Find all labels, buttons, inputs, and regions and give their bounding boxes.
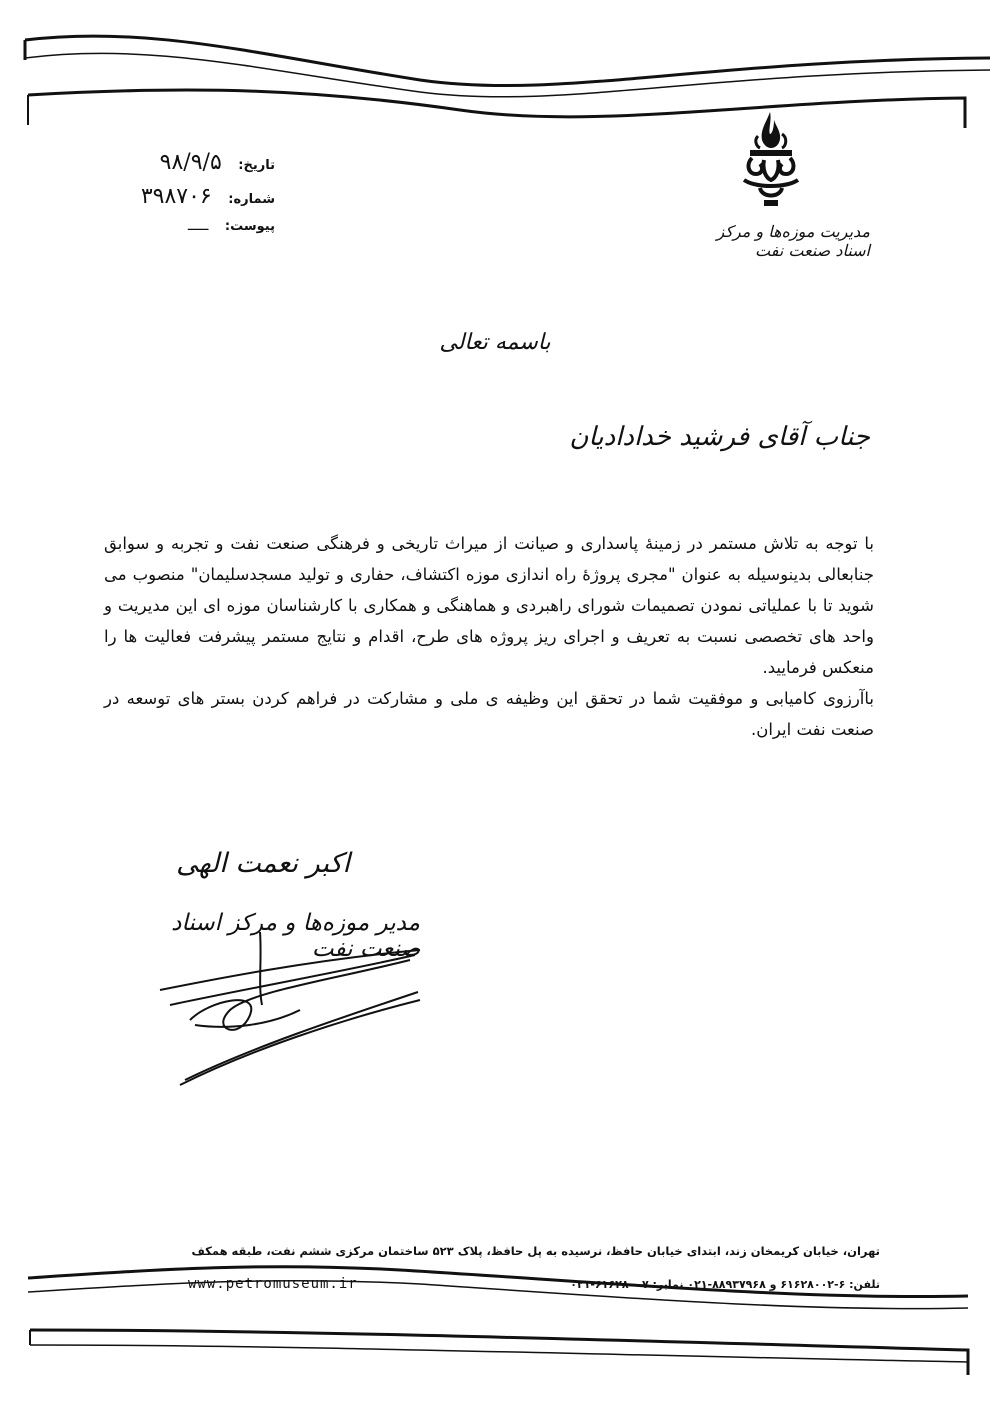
number-label: شماره: <box>228 192 275 207</box>
date-row <box>160 150 275 175</box>
handwritten-signature <box>150 930 430 1100</box>
addressee: جناب آقای فرشید خدادادیان <box>569 422 870 452</box>
footer-phone: تلفن: ۶-۶۱۶۲۸۰۰۲ و ۸۸۹۳۷۹۶۸-۰۲۱ نمابر: ۶۱۶۲۸۰۰۷-۰۲۱ <box>570 1278 880 1291</box>
signer-title: مدیر موزه‌ها و مرکز اسناد صنعت نفت <box>171 910 420 962</box>
flame-logo-icon <box>736 108 806 218</box>
attachment-row <box>188 218 275 234</box>
date-label: تاریخ: <box>238 158 275 173</box>
number-row <box>141 184 275 209</box>
date-value: ۹۸/۹/۵ <box>159 150 222 175</box>
footer-address: تهران، خیابان کریمخان زند، ابتدای خیابان حافظ، نرسیده به پل حافظ، پلاک ۵۲۳ ساختمان مرکزی ششم نفت، طبقه همکف <box>191 1244 880 1258</box>
paragraph-2: باآرزوی کامیابی و موفقیت شما در تحقق این وظیفه ی ملی و مشارکت در فراهم کردن بستر های توسعه در صنعت نفت ایران. <box>104 689 874 739</box>
organization-name: مدیریت موزه‌ها و مرکز اسناد صنعت نفت <box>716 222 870 260</box>
number-value: ۳۹۸۷۰۶ <box>140 184 212 209</box>
footer-website: www.petromuseum.ir <box>188 1276 358 1292</box>
attachment-label: پیوست: <box>224 219 275 234</box>
invocation: باسمه تعالی <box>439 330 551 355</box>
paragraph-1: با توجه به تلاش مستمر در زمینهٔ پاسداری و صیانت از میراث تاریخی و فرهنگی صنعت نفت و تجربه و سوابق جنابعالی بدینوسیله به عنوان "مجری پروژهٔ راه اندازی موزه اکتشاف، حفاری و تولید مسجدسلیمان" منصوب می شوید تا با عملیاتی نمودن تصمیمات شورای راهبردی و هماهنگی و همکاری با کارشناسان موزه ای این مدیریت و واحد های تخصصی نسبت به تعریف و اجرای ریز پروژه های طرح، اقدام و نتایج مستمر پیشرفت فعالیت ها را منعکس فرمایید. <box>104 534 874 677</box>
attachment-value: ـــــ <box>187 218 209 234</box>
signer-name: اکبر نعمت الهی <box>176 848 350 879</box>
letter-body <box>104 528 874 745</box>
